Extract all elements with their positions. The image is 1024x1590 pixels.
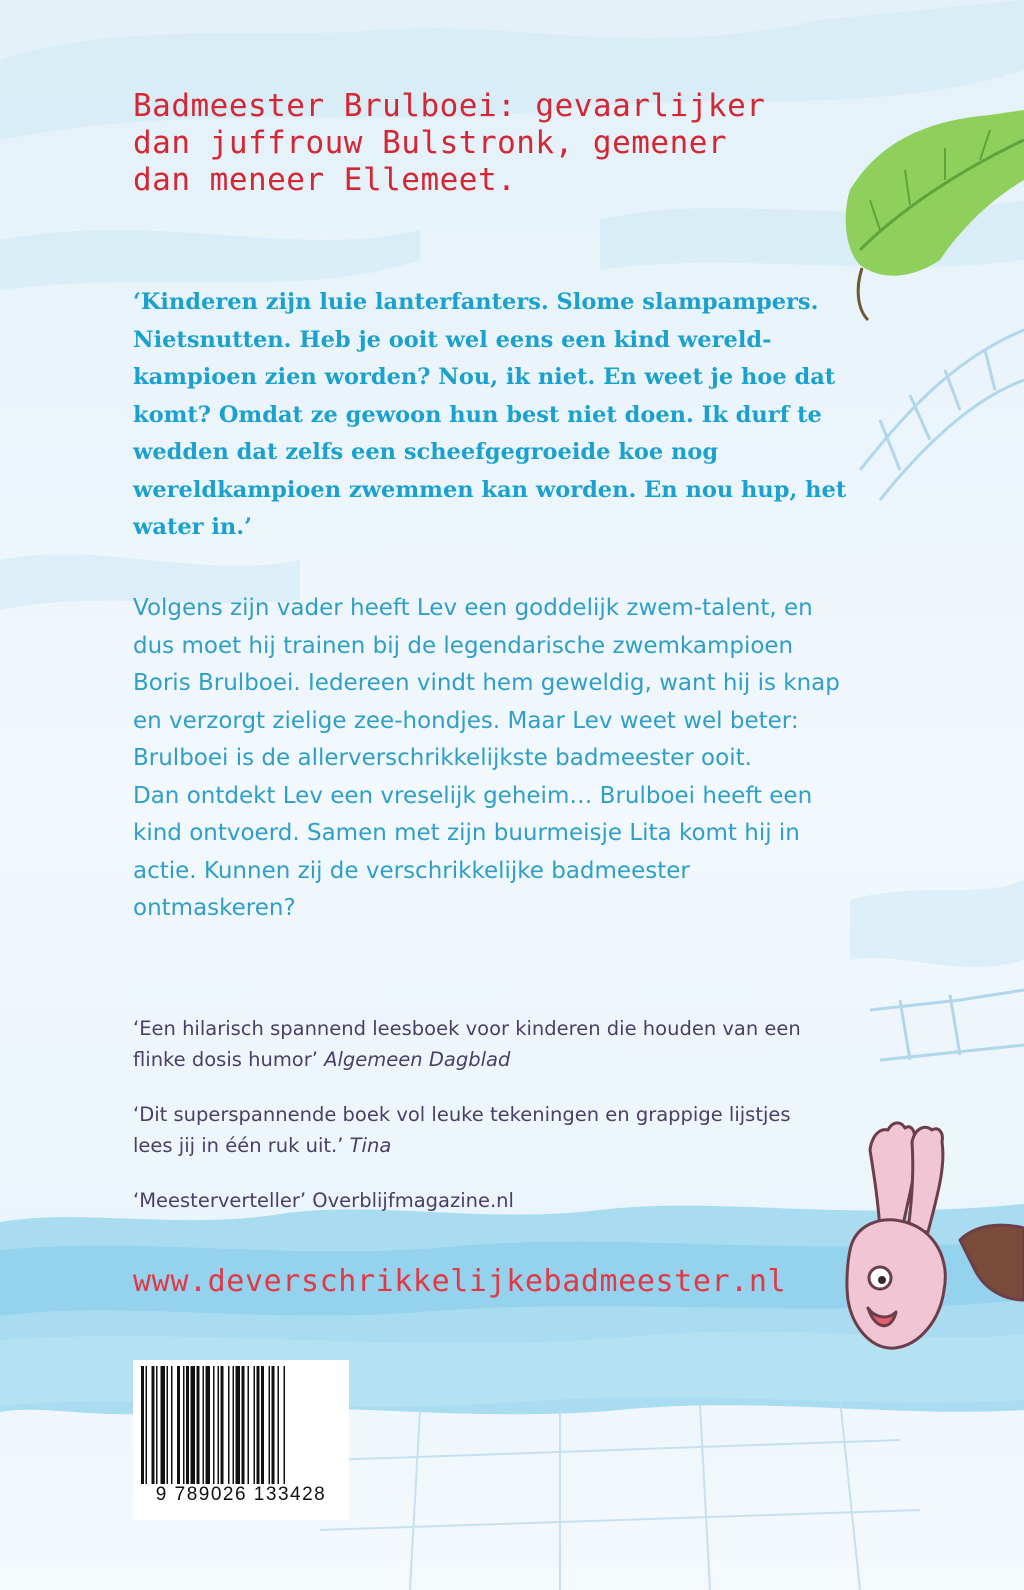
barcode-bar [161,1366,166,1484]
barcode-bar [269,1366,271,1484]
barcode-bar [152,1366,155,1484]
barcode-bar [248,1366,250,1484]
review-1 [133,1013,833,1075]
barcode-bars [141,1366,341,1484]
barcode-bar [278,1366,280,1484]
barcode-bar [156,1366,158,1484]
review-2-source: Tina [349,1134,392,1157]
book-blurb [133,590,853,928]
review-2 [133,1099,833,1161]
website-url[interactable]: www.deverschrikkelijkebadmeester.nl [133,1264,787,1299]
review-3 [133,1185,833,1216]
review-1-text: ‘Een hilarisch spannend leesboek voor kinderen die houden van een flinke dosis humor’ [133,1017,801,1071]
review-3-text: ‘Meesterverteller’ [133,1189,307,1212]
barcode-bar [254,1366,256,1484]
barcode-bar [197,1366,200,1484]
blurb-paragraph-1: Volgens zijn vader heeft Lev een goddelijk zwem-talent, en dus moet hij trainen bij de legendarische zwemkampioen Boris Brulboei. Iedereen vindt hem geweldig, want hij is knap en verzorgt zielige zee-hondjes. Maar Lev weet wel beter: Brulboei is de allerverschrikkelijkste badmeester ooit. [133,595,840,771]
barcode-bar [233,1366,235,1484]
barcode-bar [186,1366,189,1484]
blurb-paragraph-2: Dan ontdekt Lev een vreselijk geheim… Brulboei heeft een kind ontvoerd. Samen met zijn buurmeisje Lita komt hij in actie. Kunnen zij de verschrikkelijke badmeester ontmaskeren? [133,782,813,921]
barcode-bar [206,1366,211,1484]
review-3-source: Overblijfmagazine.nl [312,1189,514,1212]
isbn-barcode [133,1360,349,1520]
barcode-bar [284,1366,286,1484]
barcode-bar [242,1366,245,1484]
barcode-bar [183,1366,185,1484]
barcode-bar [228,1366,230,1484]
barcode-bar [221,1366,224,1484]
review-1-source: Algemeen Dagblad [324,1048,511,1071]
barcode-bar [167,1366,169,1484]
barcode-bar [177,1366,180,1484]
tagline: Badmeester Brulboei: gevaarlijker dan juffrouw Bulstronk, gemener dan meneer Ellemeet. [133,88,766,198]
review-2-text: ‘Dit superspannende boek vol leuke tekeningen en grappige lijstjes lees jij in één ruk uit.’ [133,1103,791,1157]
barcode-bar [141,1366,144,1484]
barcode-bar [236,1366,241,1484]
barcode-bar [203,1366,205,1484]
isbn-number: 9 789026 133428 [155,1484,327,1505]
villain-quote: ‘Kinderen zijn luie lanterfanters. Slome slampampers. Nietsnutten. Heb je ooit wel eens een kind wereld-kampioen zien worden? Nou, ik niet. En weet je hoe dat komt? Omdat ze gewoon hun best niet doen. Ik durf te wedden dat zelfs een scheefgegroeide koe nog wereldkampioen zwemmen kan worden. En nou hup, het water in.’ [133,289,847,540]
barcode-bar [171,1366,173,1484]
barcode-bar [261,1366,264,1484]
barcode-bar [272,1366,275,1484]
barcode-bar [218,1366,220,1484]
barcode-bar [191,1366,196,1484]
barcode-bar [213,1366,215,1484]
barcode-bar [146,1366,148,1484]
barcode-bar [257,1366,260,1484]
press-reviews [133,1013,833,1240]
